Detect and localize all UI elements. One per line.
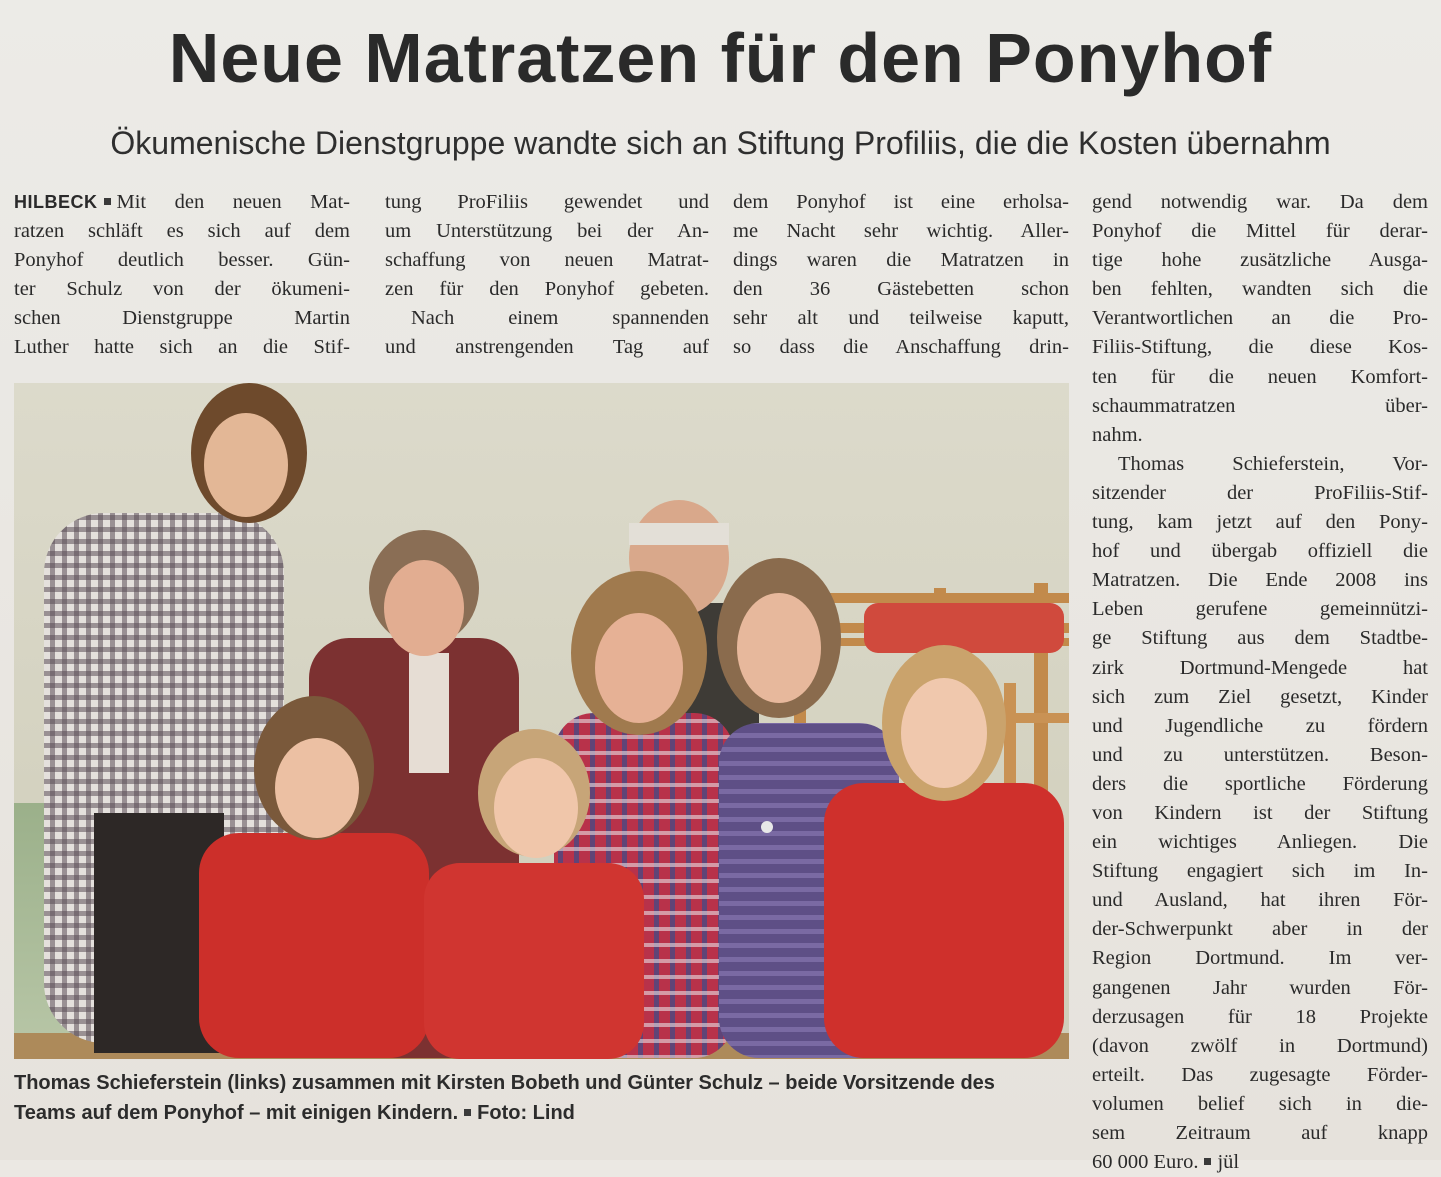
- column-line: volumen belief sich in die-: [1092, 1092, 1428, 1115]
- column-line: dings waren die Matratzen in: [733, 249, 1069, 272]
- column-line: Region Dortmund. Im ver-: [1092, 947, 1428, 970]
- column-line: und zu unterstützen. Beson-: [1092, 743, 1428, 766]
- column-line: den 36 Gästebetten schon: [733, 278, 1069, 301]
- photo-caption: [14, 1068, 1072, 1128]
- column-line: Thomas Schieferstein, Vor-: [1118, 452, 1428, 475]
- column-line: Matratzen. Die Ende 2008 ins: [1092, 569, 1428, 592]
- column-line: Nach einem spannenden: [411, 307, 709, 330]
- column-line: nahm.: [1092, 423, 1143, 446]
- column-line: schaummatratzen über-: [1092, 394, 1428, 417]
- column-line: ten für die neuen Komfort-: [1092, 365, 1428, 388]
- column-line: ratzen schläft es sich auf dem: [14, 220, 350, 243]
- column-line: sich zum Ziel gesetzt, Kinder: [1092, 685, 1428, 708]
- article-column-1: [14, 188, 350, 363]
- column-line: zirk Dortmund-Mengede hat: [1092, 656, 1428, 679]
- dateline: HILBECK: [14, 192, 98, 212]
- column-line: ders die sportliche Förderung: [1092, 772, 1428, 795]
- headline: Neue Matratzen für den Ponyhof: [168, 19, 1273, 97]
- red-mattress: [864, 603, 1064, 653]
- column-line: tige hohe zusätzliche Ausga-: [1092, 249, 1428, 272]
- author-bullet: [1204, 1158, 1211, 1165]
- caption-bullet: [464, 1109, 471, 1116]
- column-line: Leben gerufene gemeinnützi-: [1092, 598, 1428, 621]
- column-line: und anstrengenden Tag auf: [385, 336, 709, 359]
- column-line: Verantwortlichen an die Pro-: [1092, 307, 1428, 330]
- article-column-4: [1092, 188, 1428, 1177]
- dateline-bullet: [104, 198, 111, 205]
- column-line: HILBECK Mit den neuen Mat-: [14, 191, 350, 213]
- column-line: Stiftung engagiert sich im In-: [1092, 860, 1428, 883]
- column-line: gangenen Jahr wurden För-: [1092, 976, 1428, 999]
- column-line: me Nacht sehr wichtig. Aller-: [733, 220, 1069, 243]
- column-line: sem Zeitraum auf knapp: [1092, 1122, 1428, 1144]
- group-photo-illustration: [14, 383, 1069, 1059]
- column-line: schaffung von neuen Matrat-: [385, 249, 709, 272]
- author-initials: jül: [1217, 1151, 1240, 1174]
- column-line: (davon zwölf in Dortmund): [1092, 1034, 1428, 1057]
- column-line: 60 000 Euro. jül: [1092, 1151, 1240, 1174]
- column-line: Luther hatte sich an die Stif-: [14, 336, 350, 359]
- column-line: Filiis-Stiftung, die diese Kos-: [1092, 336, 1428, 359]
- column-line: so dass die Anschaffung drin-: [733, 336, 1069, 359]
- column-line: und Ausland, hat ihren För-: [1092, 889, 1428, 912]
- column-line: erteilt. Das zugesagte Förder-: [1092, 1063, 1428, 1086]
- column-line: derzusagen für 18 Projekte: [1092, 1005, 1428, 1028]
- column-line: ge Stiftung aus dem Stadtbe-: [1092, 627, 1428, 650]
- caption-line-1: Thomas Schieferstein (links) zusammen mit Kirsten Bobeth und Günter Schulz – beide Vorsitzende des: [14, 1072, 995, 1094]
- column-line: ein wichtiges Anliegen. Die: [1092, 831, 1428, 854]
- column-line: von Kindern ist der Stiftung: [1092, 801, 1428, 824]
- column-line: gend notwendig war. Da dem: [1092, 191, 1428, 213]
- column-line: tung ProFiliis gewendet und: [385, 191, 709, 213]
- subheadline: Ökumenische Dienstgruppe wandte sich an Stiftung Profiliis, die die Kosten übernahm: [110, 125, 1331, 161]
- column-line: zen für den Ponyhof gebeten.: [385, 278, 709, 301]
- column-line: ben fehlten, wandten sich die: [1092, 278, 1428, 301]
- column-line: Ponyhof deutlich besser. Gün-: [14, 249, 350, 272]
- column-line: dem Ponyhof ist eine erholsa-: [733, 191, 1069, 213]
- column-line: um Unterstützung bei der An-: [385, 220, 709, 243]
- column-line: sehr alt und teilweise kaputt,: [733, 307, 1069, 330]
- column-line: tung, kam jetzt auf den Pony-: [1092, 511, 1428, 534]
- column-line: Ponyhof die Mittel für derar-: [1092, 220, 1428, 243]
- column-line: sitzender der ProFiliis-Stif-: [1092, 481, 1428, 504]
- photo-credit: Foto: Lind: [477, 1102, 575, 1124]
- article-column-3: [733, 188, 1069, 363]
- article-column-2: [385, 188, 709, 363]
- column-line: hof und übergab offiziell die: [1092, 540, 1428, 563]
- caption-line-2: Teams auf dem Ponyhof – mit einigen Kindern. Foto: Lind: [14, 1102, 575, 1124]
- group-photo: [14, 383, 1069, 1059]
- column-line: schen Dienstgruppe Martin: [14, 307, 350, 330]
- column-line: der-Schwerpunkt aber in der: [1092, 918, 1428, 941]
- column-line: und Jugendliche zu fördern: [1092, 714, 1428, 737]
- column-line: ter Schulz von der ökumeni-: [14, 278, 350, 301]
